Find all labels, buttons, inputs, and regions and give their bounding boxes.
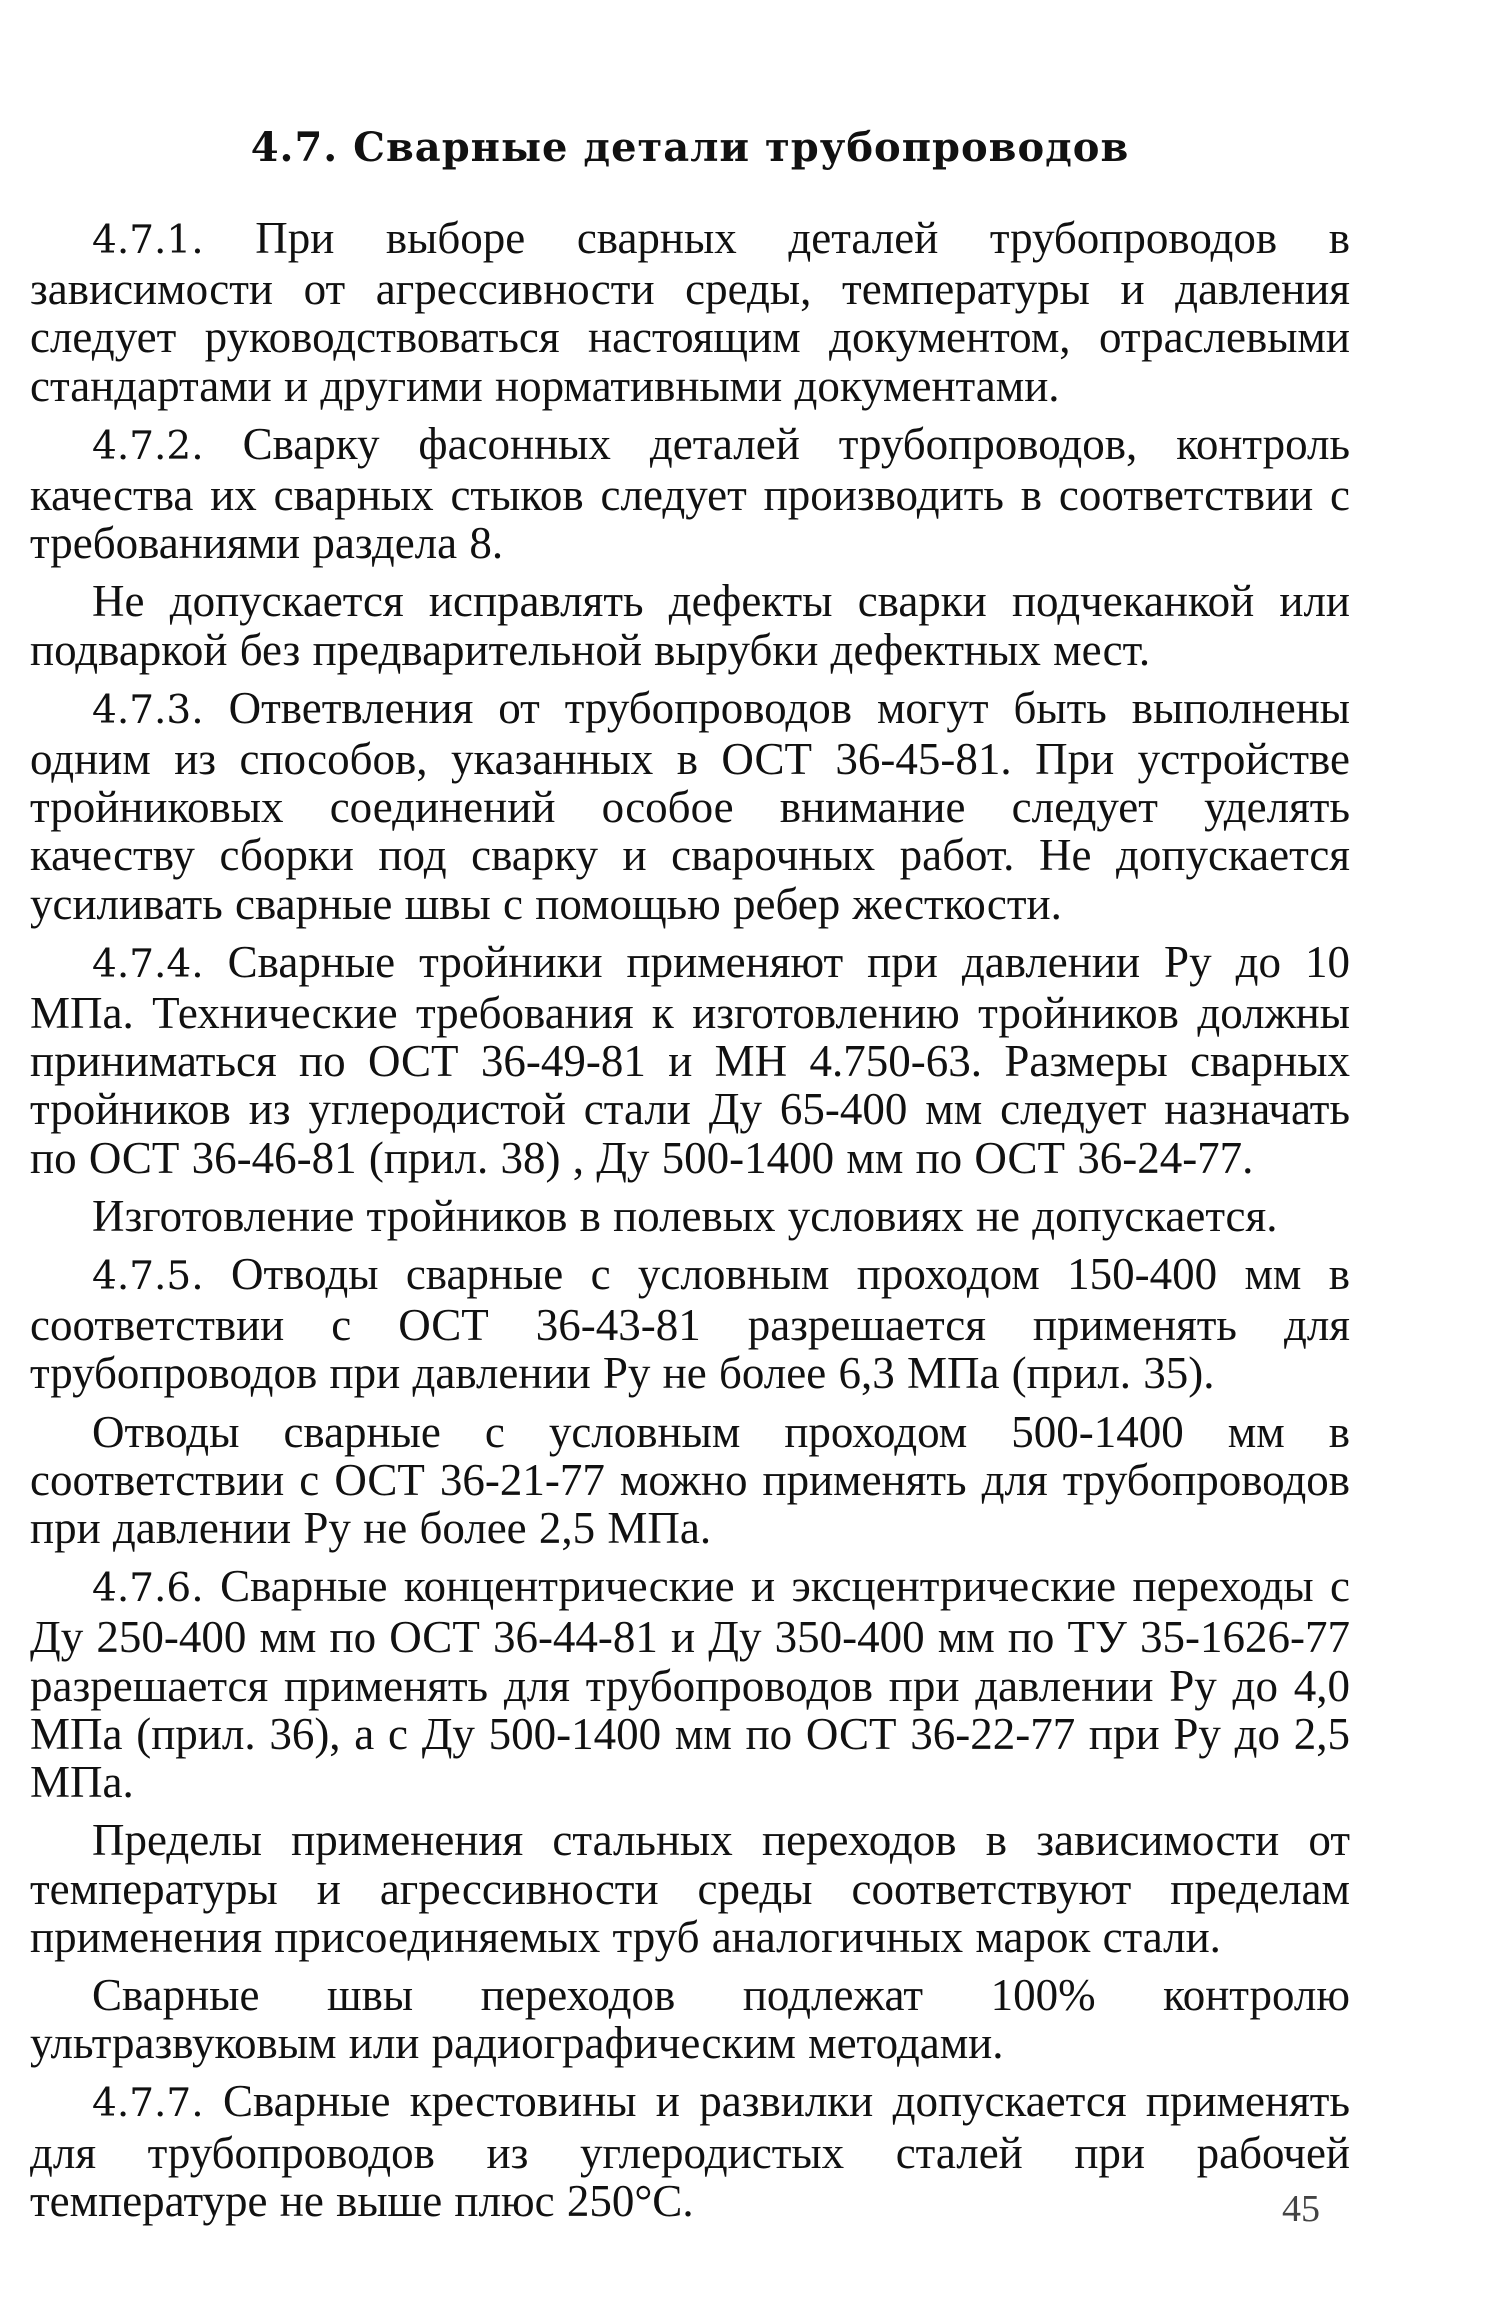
paragraph-text: Сварку фасонных деталей трубопроводов, контроль качества их сварных стыков следует производить в соответствии с требованиями раздела 8. xyxy=(30,418,1351,569)
clause-number: 4.7.6. xyxy=(92,1566,204,1612)
paragraph-4-7-2 xyxy=(30,420,1350,568)
paragraph-4-7-3 xyxy=(30,684,1350,928)
clause-number: 4.7.3. xyxy=(92,687,204,733)
paragraph-4-7-6 xyxy=(30,1562,1350,1806)
paragraph-text: Сварные концентрические и эксцентрические переходы с Ду 250-400 мм по ОСТ 36-44-81 и Ду 350-400 мм по ТУ 35-1626-77 разрешается применять для трубопроводов при давлении Ру до 4,0 МПа (прил. 36), а с Ду 500-1400 мм по ОСТ 36-22-77 при Ру до 2,5 МПа. xyxy=(30,1561,1350,1808)
paragraph-text: Не допускается исправлять дефекты сварки подчеканкой или подваркой без предварительной вырубки дефектных мест. xyxy=(30,576,1350,675)
paragraph-text: Сварные крестовины и развилки допускается применять для трубопроводов из углеродистых сталей при рабочей температуре не выше плюс 250°С. xyxy=(30,2076,1350,2226)
paragraph-4-7-4 xyxy=(30,938,1350,1182)
paragraph-weld-inspection xyxy=(30,1971,1350,2067)
page-number: 45 xyxy=(1282,2188,1320,2230)
paragraph-text: Сварные швы переходов подлежат 100% контролю ультразвуковым или радиографическим методами. xyxy=(30,1969,1350,2069)
paragraph-text: Пределы применения стальных переходов в зависимости от температуры и агрессивности среды соответствуют пределам применения присоединяемых труб аналогичных марок стали. xyxy=(30,1815,1350,1962)
paragraph-text: При выборе сварных деталей трубопроводов в зависимости от агрессивности среды, температуры и давления следует руководствоваться настоящим документом, отраслевыми стандартами и другими нормативными документами. xyxy=(30,213,1351,411)
paragraph-4-7-1 xyxy=(30,214,1350,410)
section-title: 4.7. Сварные детали трубопроводов xyxy=(250,124,1130,171)
paragraph-bends-large xyxy=(30,1408,1350,1553)
paragraph-text: Ответвления от трубопроводов могут быть выполнены одним из способов, указанных в ОСТ 36-45-81. При устройстве тройниковых соединений особое внимание следует уделять качеству сборки под сварку и сварочных работ. Не допускается усиливать сварные швы с помощью ребер жесткости. xyxy=(30,682,1351,929)
paragraph-text: Сварные тройники применяют при давлении Ру до 10 МПа. Технические требования к изготовлению тройников должны приниматься по ОСТ 36-49-81 и МН 4.750-63. Размеры сварных тройников из углеродистой стали Ду 65-400 мм следует назначать по ОСТ 36-46-81 (прил. 38) , Ду 500-1400 мм по ОСТ 36-24-77. xyxy=(30,936,1351,1183)
paragraph-text: Изготовление тройников в полевых условиях не допускается. xyxy=(92,1190,1278,1241)
document-page xyxy=(30,120,1350,2235)
paragraph-text: Отводы сварные с условным проходом 150-400 мм в соответствии с ОСТ 36-43-81 разрешается применять для трубопроводов при давлении Ру не более 6,3 МПа (прил. 35). xyxy=(30,1249,1351,1399)
paragraph-defects xyxy=(30,577,1350,673)
clause-number: 4.7.4. xyxy=(92,941,204,987)
clause-number: 4.7.5. xyxy=(92,1254,204,1300)
clause-number: 4.7.1. xyxy=(92,218,204,263)
clause-number: 4.7.2. xyxy=(92,423,204,469)
paragraph-4-7-7 xyxy=(30,2077,1350,2225)
paragraph-text: Отводы сварные с условным проходом 500-1400 мм в соответствии с ОСТ 36-21-77 можно применять для трубопроводов при давлении Ру не более 2,5 МПа. xyxy=(30,1406,1350,1554)
paragraph-field-manufacture xyxy=(30,1192,1350,1240)
paragraph-4-7-5 xyxy=(30,1250,1350,1398)
paragraph-reducer-limits xyxy=(30,1816,1350,1961)
clause-number: 4.7.7. xyxy=(92,2081,204,2127)
